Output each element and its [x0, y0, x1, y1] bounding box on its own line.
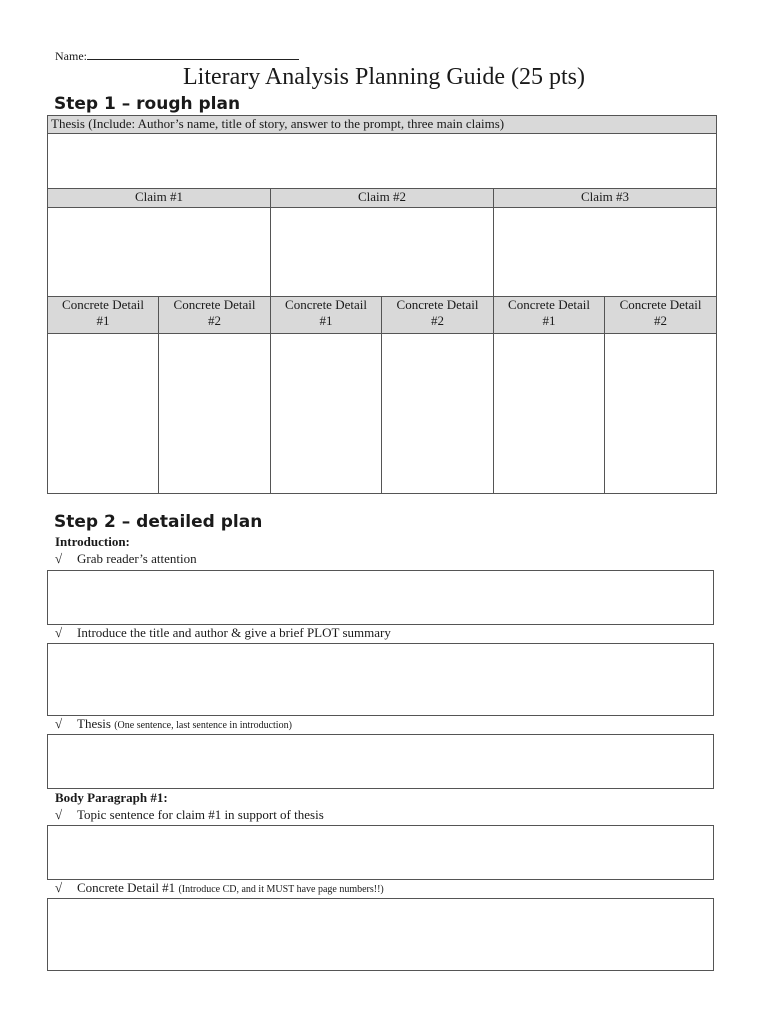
- topic-sentence-prompt: √ Topic sentence for claim #1 in support of thesis: [55, 807, 324, 822]
- claim-2-header: Claim #2: [271, 189, 494, 208]
- thesis-box[interactable]: [47, 734, 714, 789]
- check-icon: √: [55, 716, 63, 731]
- concrete-detail-cell[interactable]: [48, 334, 159, 494]
- concrete-detail-header: Concrete Detail #1: [271, 297, 382, 334]
- page-title: Literary Analysis Planning Guide (25 pts): [183, 64, 585, 90]
- name-row: [55, 47, 299, 64]
- concrete-detail-cell[interactable]: [605, 334, 717, 494]
- body-paragraph-1-label: Body Paragraph #1:: [55, 790, 168, 805]
- concrete-detail-header: Concrete Detail #2: [605, 297, 717, 334]
- thesis-header: Thesis (Include: Author’s name, title of story, answer to the prompt, three main claims): [48, 116, 717, 134]
- concrete-detail-header: Concrete Detail #1: [494, 297, 605, 334]
- concrete-detail-header: Concrete Detail #2: [382, 297, 494, 334]
- claim-1-cell[interactable]: [48, 208, 271, 297]
- claim-2-cell[interactable]: [271, 208, 494, 297]
- check-icon: √: [55, 625, 63, 640]
- concrete-detail-cell[interactable]: [271, 334, 382, 494]
- rough-plan-table: [47, 115, 717, 494]
- concrete-detail-header: Concrete Detail #2: [159, 297, 271, 334]
- thesis-prompt: √ Thesis (One sentence, last sentence in introduction): [55, 716, 292, 731]
- check-icon: √: [55, 551, 63, 566]
- plot-summary-box[interactable]: [47, 643, 714, 716]
- claim-3-cell[interactable]: [494, 208, 717, 297]
- check-icon: √: [55, 880, 63, 895]
- claim-3-header: Claim #3: [494, 189, 717, 208]
- concrete-detail-1-box[interactable]: [47, 898, 714, 971]
- step1-heading: Step 1 – rough plan: [54, 94, 241, 114]
- thesis-cell[interactable]: [48, 134, 717, 189]
- topic-sentence-box[interactable]: [47, 825, 714, 880]
- concrete-detail-cell[interactable]: [494, 334, 605, 494]
- step2-heading: Step 2 – detailed plan: [54, 512, 263, 532]
- claim-1-header: Claim #1: [48, 189, 271, 208]
- concrete-detail-header: Concrete Detail #1: [48, 297, 159, 334]
- introduce-title-prompt: √ Introduce the title and author & give a brief PLOT summary: [55, 625, 391, 640]
- concrete-detail-1-prompt: √ Concrete Detail #1 (Introduce CD, and it MUST have page numbers!!): [55, 880, 384, 895]
- grab-attention-box[interactable]: [47, 570, 714, 625]
- concrete-detail-cell[interactable]: [382, 334, 494, 494]
- check-icon: √: [55, 807, 63, 822]
- grab-attention-prompt: √ Grab reader’s attention: [55, 551, 197, 566]
- name-field[interactable]: [87, 47, 299, 60]
- concrete-detail-cell[interactable]: [159, 334, 271, 494]
- introduction-label: Introduction:: [55, 534, 130, 549]
- name-label: Name:: [55, 49, 87, 63]
